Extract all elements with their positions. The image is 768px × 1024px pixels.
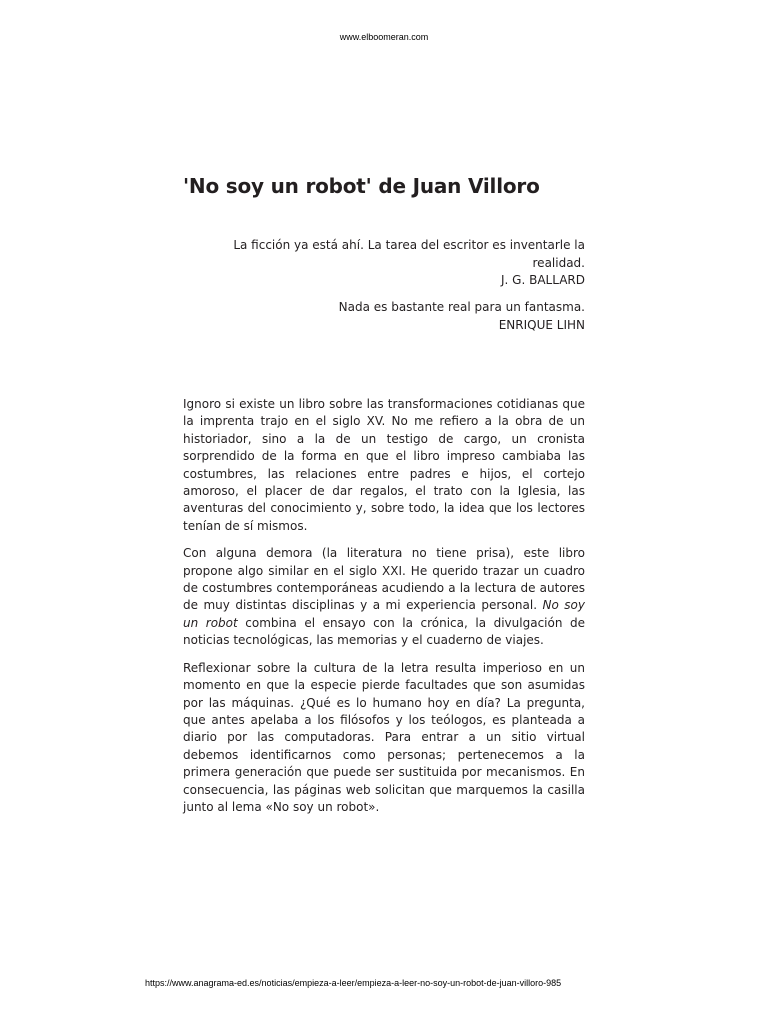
epigraph-author: J. G. BALLARD <box>501 273 585 287</box>
article-body <box>183 396 585 826</box>
article-title: 'No soy un robot' de Juan Villoro <box>183 174 540 198</box>
epigraph-ballard <box>200 237 585 290</box>
body-paragraph: Ignoro si existe un libro sobre las transformaciones cotidianas que la imprenta trajo en el siglo XV. No me refiero a la obra de un historiador, sino a la de un testigo de cargo, un cronista sorprendido de la forma en que el libro impreso cambiaba las costumbres, las relaciones entre padres e hijos, el cortejo amoroso, el placer de dar regalos, el trato con la Iglesia, las aventuras del conocimiento y, sobre todo, la idea que los lectores tenían de sí mismos. <box>183 397 585 533</box>
book-title: No soy un robot <box>183 598 585 630</box>
paragraph-text: combina el ensayo con la crónica, la divulgación de noticias tecnológicas, las memorias y el cuaderno de viajes. <box>183 615 585 648</box>
epigraph-quote: La ficción ya está ahí. La tarea del escritor es inventarle la realidad. <box>233 238 585 270</box>
epigraph-quote: Nada es bastante real para un fantasma. <box>338 300 585 314</box>
paragraph-text: Con alguna demora (la literatura no tiene prisa), este libro propone algo similar en el siglo XXI. He querido trazar un cuadro de costumbres contemporáneas acudiendo a la lectura de autores de muy distintas disciplinas y a mi experiencia personal. <box>183 546 585 613</box>
footer-url: https://www.anagrama-ed.es/noticias/empieza-a-leer/empieza-a-leer-no-soy-un-robot-de-juan-villoro-985 <box>145 978 562 988</box>
body-paragraph <box>183 545 585 649</box>
epigraph-author: ENRIQUE LIHN <box>498 317 585 332</box>
header-url: www.elboomeran.com <box>339 32 429 42</box>
body-paragraph: Reflexionar sobre la cultura de la letra resulta imperioso en un momento en que la especie pierde facultades que son asumidas por las máquinas. ¿Qué es lo humano hoy en día? La pregunta, que antes apelaba a los filósofos y los teólogos, es planteada a diario por las computadoras. Para entrar a un sitio virtual debemos identificarnos como personas; pertenecemos a la primera generación que puede ser sustituida por mecanismos. En consecuencia, las páginas web solicitan que marquemos la casilla junto al lema «No soy un robot». <box>183 660 585 814</box>
epigraph-lihn <box>200 299 585 334</box>
